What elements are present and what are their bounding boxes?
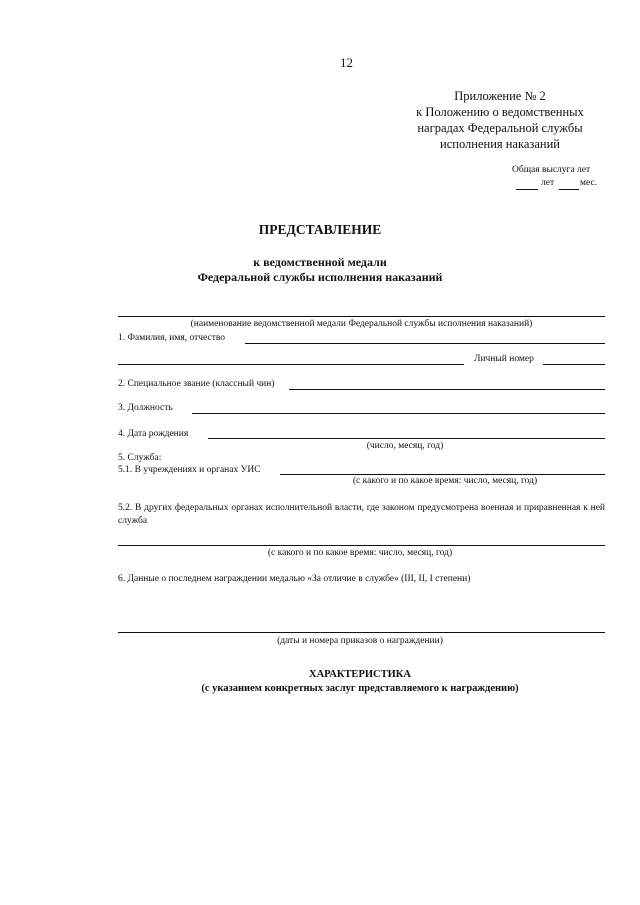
field-service-uis-line[interactable] <box>280 474 605 475</box>
personal-number-line[interactable] <box>543 364 605 365</box>
appendix-block <box>405 88 595 152</box>
field-service-label: 5. Служба: <box>118 453 162 463</box>
document-title: ПРЕДСТАВЛЕНИЕ <box>258 222 382 237</box>
field-position-line[interactable] <box>192 413 605 414</box>
appendix-line-2: к Положению о ведомственных <box>416 105 584 119</box>
service-months-blank[interactable] <box>559 189 579 190</box>
appendix-line-3: наградах Федеральной службы <box>417 121 583 135</box>
field-birth-date-label: 4. Дата рождения <box>118 429 189 439</box>
service-years-blank[interactable] <box>516 189 538 190</box>
personal-number-label: Личный номер <box>474 354 534 364</box>
service-length-label: Общая выслуга лет <box>512 165 591 175</box>
field-full-name-label: 1. Фамилия, имя, отчество <box>118 333 226 343</box>
appendix-line-1: Приложение № 2 <box>454 89 546 103</box>
field-full-name-line-2[interactable] <box>118 364 464 365</box>
service-years-suffix: лет <box>541 178 555 188</box>
field-service-uis-caption: (с какого и по какое время: число, месяц, год) <box>352 476 538 486</box>
field-birth-date-line[interactable] <box>208 438 605 439</box>
medal-name-line[interactable] <box>118 316 605 317</box>
field-service-other-caption: (с какого и по какое время: число, месяц, год) <box>267 548 453 558</box>
service-months-suffix: мес. <box>580 178 598 188</box>
field-last-award-caption: (даты и номера приказов о награждении) <box>277 636 443 646</box>
document-subtitle-2: Федеральной службы исполнения наказаний <box>197 270 443 284</box>
field-service-other-label: 5.2. В других федеральных органах исполнительной власти, где законом предусмотрена военная и приравненная к ней служба <box>118 503 605 526</box>
field-position-label: 3. Должность <box>118 403 173 413</box>
field-service-uis-label: 5.1. В учреждениях и органах УИС <box>118 465 261 475</box>
field-last-award-label: 6. Данные о последнем награждении медалью «За отличие в службе» (III, II, I степени) <box>118 574 471 584</box>
field-full-name-line[interactable] <box>245 343 605 344</box>
characteristic-title: ХАРАКТЕРИСТИКА <box>309 669 411 680</box>
field-birth-date-caption: (число, месяц, год) <box>366 441 444 451</box>
field-rank-label: 2. Специальное звание (классный чин) <box>118 379 275 389</box>
field-last-award-line[interactable] <box>118 632 605 633</box>
field-rank-line[interactable] <box>289 389 605 390</box>
medal-name-caption: (наименование ведомственной медали Федеральной службы исполнения наказаний) <box>190 319 533 329</box>
page-number: 12 <box>340 55 353 70</box>
characteristic-subtitle: (с указанием конкретных заслуг представляемого к награждению) <box>201 683 519 694</box>
field-service-other-line[interactable] <box>118 545 605 546</box>
appendix-line-4: исполнения наказаний <box>440 137 560 151</box>
document-subtitle-1: к ведомственной медали <box>253 255 387 269</box>
